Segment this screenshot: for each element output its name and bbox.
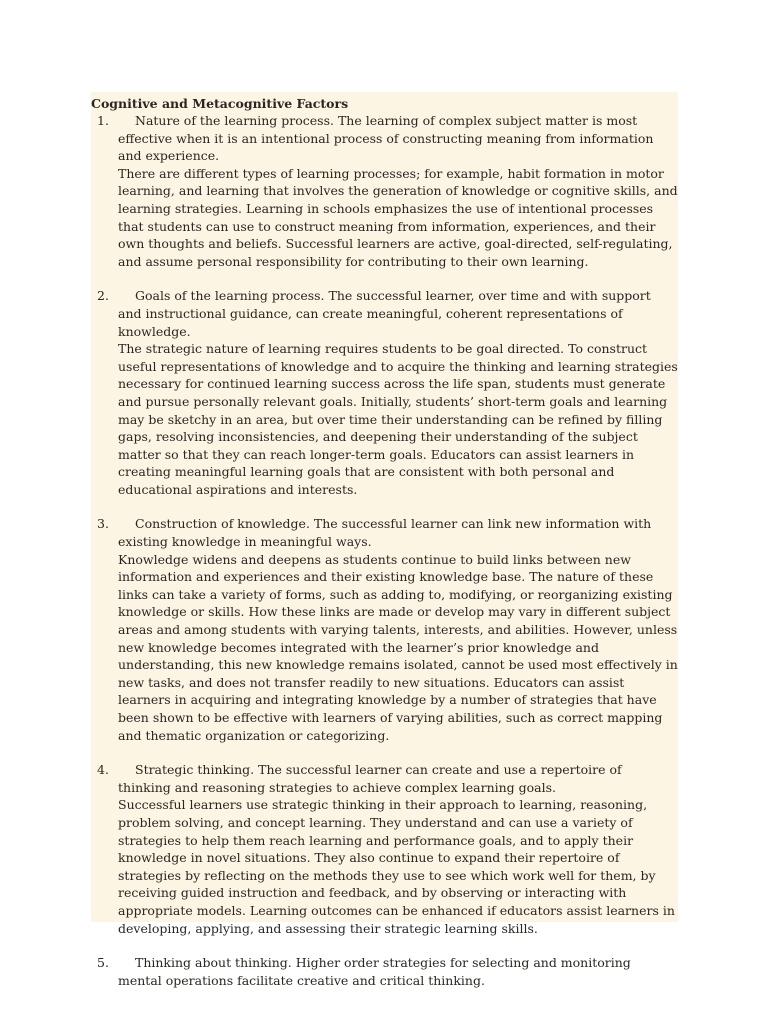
item-number: 5.: [97, 955, 109, 971]
item-number: 1.: [97, 113, 109, 128]
item-number: 4.: [97, 762, 109, 778]
item-lead: Construction of knowledge. The successful learner can link new information with existing knowledge in meaningful ways.: [118, 516, 652, 550]
item-body: There are different types of learning processes; for example, habit formation in motor learning, and learning that involves the generation of knowledge or cognitive skills, and learning strategies. Learning in schools emphasizes the use of intentional processes that students can use to construct meaning from information, experiences, and their own thoughts and beliefs. Successful learners are active, goal-directed, self-regulating, and assume personal responsibility for contributing to their own learning.: [118, 165, 678, 269]
item-lead: Thinking about thinking. Higher order strategies for selecting and monitoring mental operations facilitate creative and critical thinking.: [118, 955, 631, 988]
item-lead: Strategic thinking. The successful learner can create and use a repertoire of thinking and reasoning strategies to achieve complex learning goals.: [118, 762, 622, 795]
item-lead: Nature of the learning process. The learning of complex subject matter is most effective when it is an intentional process of constructing meaning from information and experience.: [118, 113, 654, 164]
item-body: The strategic nature of learning requires students to be goal directed. To construct useful representations of knowledge and to acquire the thinking and learning strategies necessary for continued learning success across the life span, students must generate and pursue personally relevant goals. Initially, students’ short-term goals and learning may be sketchy in an area, but over time their understanding can be refined by filling gaps, resolving inconsistencies, and deepening their understanding of the subject matter so that they can reach longer-term goals. Educators can assist learners in creating meaningful learning goals that are consistent with both personal and educational aspirations and interests.: [118, 341, 678, 497]
item-body: Knowledge widens and deepens as students continue to build links between new information and experiences and their existing knowledge base. The nature of these links can take a variety of forms, such as adding to, modifying, or reorganizing existing knowledge or skills. How these links are made or develop may vary in different subject areas and among students with varying talents, interests, and abilities. However, unless new knowledge becomes integrated with the learner’s prior knowledge and understanding, this new knowledge remains isolated, cannot be used most effectively in new tasks, and does not transfer readily to new situations. Educators can assist learners in acquiring and integrating knowledge by a number of strategies that have been shown to be effective with learners of varying abilities, such as correct mapping and thematic organization or categorizing.: [118, 551, 678, 743]
document-page: [91, 92, 678, 988]
item-number: 2.: [97, 288, 109, 304]
list-item: [91, 515, 678, 744]
item-number: 3.: [97, 516, 109, 532]
item-body: Successful learners use strategic thinking in their approach to learning, reasoning, problem solving, and concept learning. They understand and can use a variety of strategies to help them reach learning and performance goals, and to apply their knowledge in novel situations. They also continue to expand their repertoire of strategies by reflecting on the methods they use to see which work well for them, by receiving guided instruction and feedback, and by observing or interacting with appropriate models. Learning outcomes can be enhanced if educators assist learners in developing, applying, and assessing their strategic learning skills.: [118, 797, 675, 936]
list-item: [91, 761, 678, 937]
list-item: [91, 287, 678, 498]
section-heading: Cognitive and Metacognitive Factors: [91, 96, 349, 111]
list-item: [91, 112, 678, 270]
list-item: [91, 954, 678, 989]
item-lead: Goals of the learning process. The successful learner, over time and with support and instructional guidance, can create meaningful, coherent representations of knowledge.: [118, 288, 651, 339]
